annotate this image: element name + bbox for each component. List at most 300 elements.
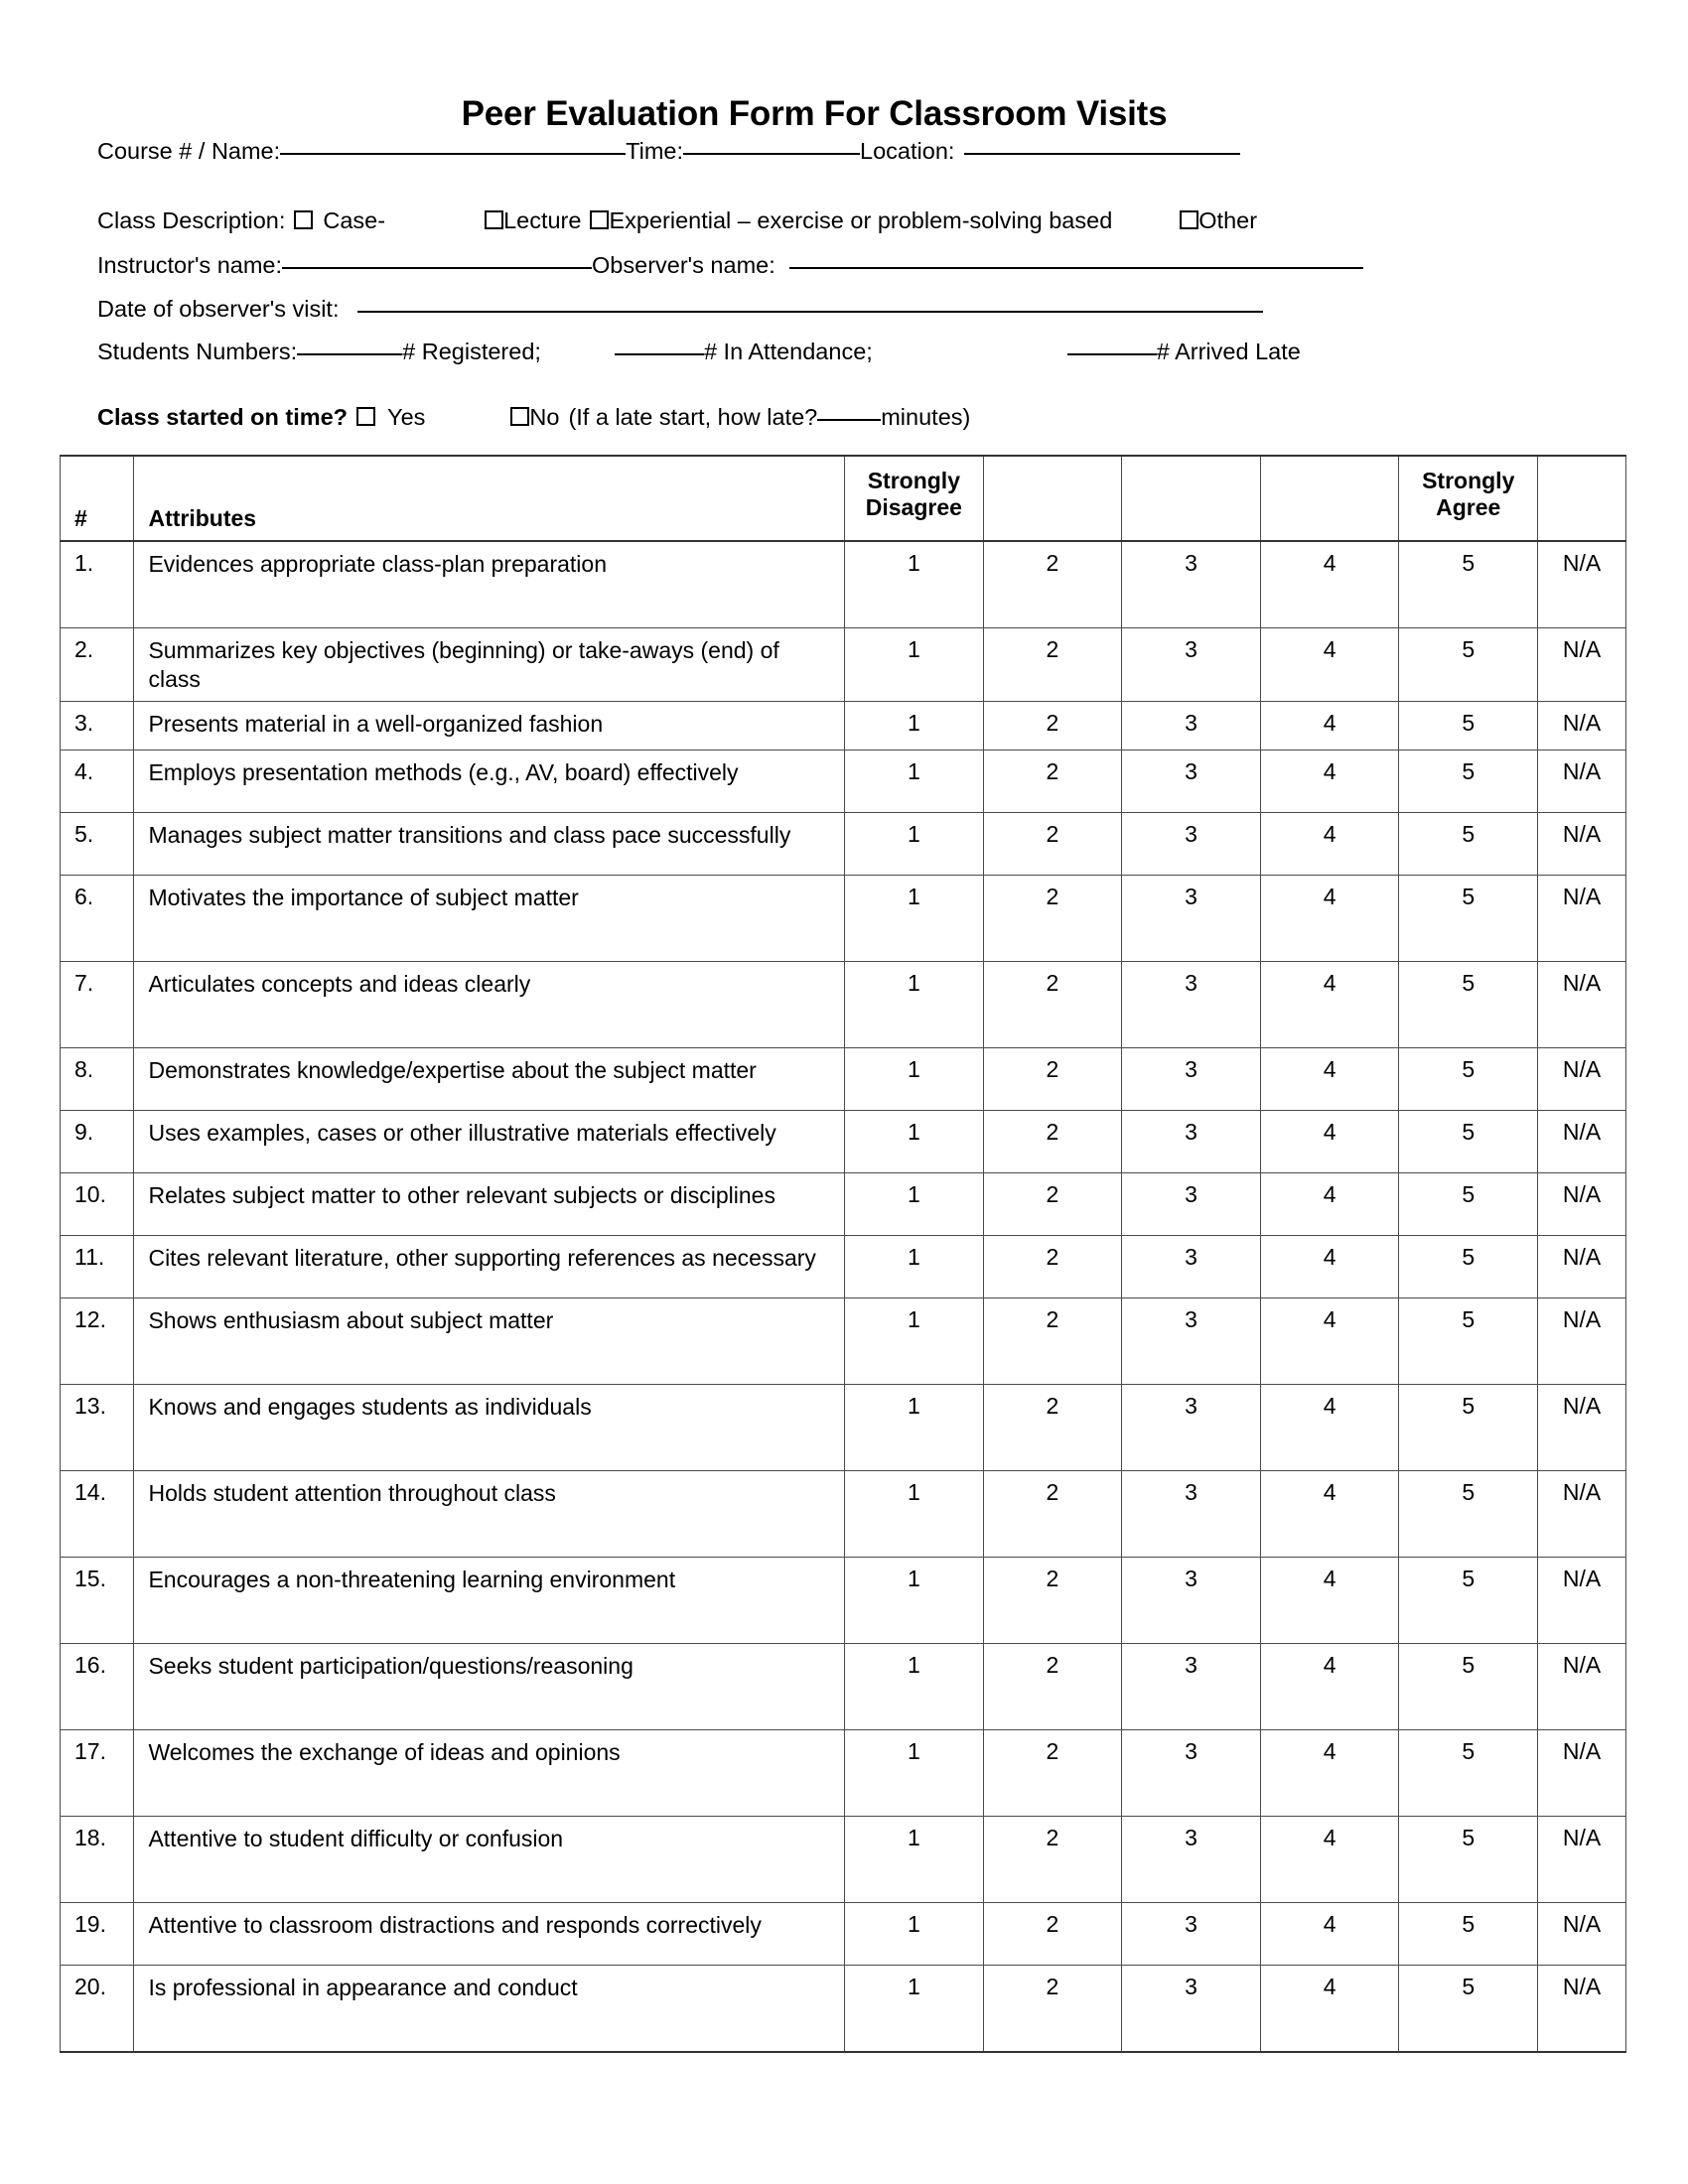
row-number-cell	[61, 1816, 134, 1902]
rating-option-cell[interactable]	[1260, 1729, 1399, 1816]
rating-option-cell[interactable]	[1122, 1902, 1261, 1965]
row-number: 13.	[74, 1392, 106, 1419]
rating-option-cell[interactable]	[1538, 1297, 1626, 1384]
rating-option-4: 4	[1323, 1973, 1336, 1999]
row-number: 18.	[74, 1824, 106, 1850]
row-attribute-cell	[134, 961, 845, 1047]
rating-option-cell[interactable]	[1122, 1470, 1261, 1557]
row-number: 1.	[74, 550, 94, 576]
rating-option-3: 3	[1185, 883, 1197, 909]
rating-option-cell[interactable]	[983, 1384, 1122, 1470]
rating-option-cell[interactable]	[845, 1643, 984, 1729]
row-attribute-cell	[134, 1172, 845, 1235]
rating-table-body	[61, 541, 1626, 2052]
row-attribute-text: Demonstrates knowledge/expertise about the subject matter	[148, 1056, 757, 1083]
rating-option-4: 4	[1323, 820, 1336, 847]
row-number-cell	[61, 812, 134, 875]
row-number-cell	[61, 541, 134, 628]
rating-option-cell[interactable]	[1399, 875, 1538, 961]
form-header	[60, 140, 1628, 429]
rating-option-n-a: N/A	[1562, 1180, 1602, 1207]
rating-option-2: 2	[1046, 709, 1059, 736]
rating-option-1: 1	[907, 1392, 920, 1419]
rating-option-5: 5	[1462, 1565, 1476, 1591]
rating-option-cell[interactable]	[845, 541, 984, 628]
row-attribute-text: Relates subject matter to other relevant subjects or disciplines	[148, 1181, 775, 1208]
rating-option-1: 1	[907, 709, 920, 736]
rating-option-cell[interactable]	[1122, 1557, 1261, 1643]
visit-date-label: Date of observer's visit:	[97, 295, 340, 322]
course-label: Course # / Name:	[97, 138, 281, 164]
rating-option-cell[interactable]	[1260, 628, 1399, 702]
rating-option-cell[interactable]	[1260, 961, 1399, 1047]
on-time-no-label: No	[529, 403, 560, 430]
strongly-disagree-line1: Strongly	[867, 467, 960, 493]
rating-option-cell[interactable]	[1260, 1047, 1399, 1110]
row-number: 10.	[74, 1180, 106, 1207]
time-input-rule[interactable]	[683, 153, 860, 155]
rating-option-cell[interactable]	[1260, 1384, 1399, 1470]
row-attribute-text: Attentive to classroom distractions and responds correctively	[148, 1911, 762, 1938]
rating-option-cell[interactable]	[1260, 875, 1399, 961]
rating-option-cell[interactable]	[1122, 961, 1261, 1047]
rating-option-cell[interactable]	[845, 1110, 984, 1172]
checkbox-on-time-yes[interactable]	[356, 407, 375, 426]
rating-option-cell[interactable]	[983, 1110, 1122, 1172]
rating-option-cell[interactable]	[1399, 1643, 1538, 1729]
class-started-on-time-row	[97, 403, 1628, 430]
rating-option-cell[interactable]	[1122, 1643, 1261, 1729]
rating-option-cell[interactable]	[845, 1816, 984, 1902]
row-number: 2.	[74, 636, 94, 662]
rating-table-header	[61, 456, 1626, 541]
class-description-label: Class Description:	[97, 206, 286, 233]
rating-option-5: 5	[1462, 709, 1476, 736]
rating-option-2: 2	[1046, 1651, 1059, 1678]
rating-option-5: 5	[1462, 969, 1476, 996]
rating-option-cell[interactable]	[1260, 1235, 1399, 1297]
rating-option-5: 5	[1462, 1305, 1476, 1332]
rating-option-3: 3	[1185, 1910, 1197, 1937]
rating-option-cell[interactable]	[1260, 1470, 1399, 1557]
rating-option-cell[interactable]	[1399, 541, 1538, 628]
rating-option-3: 3	[1185, 820, 1197, 847]
rating-option-cell[interactable]	[1260, 1902, 1399, 1965]
header-cell-strongly-disagree	[845, 456, 984, 541]
class-option-lecture-label: Lecture	[503, 206, 582, 233]
rating-option-3: 3	[1185, 1973, 1197, 1999]
rating-option-cell[interactable]	[1538, 1172, 1626, 1235]
rating-option-cell[interactable]	[845, 1557, 984, 1643]
rating-option-cell[interactable]	[1538, 875, 1626, 961]
row-attribute-cell	[134, 1816, 845, 1902]
row-number-cell	[61, 1902, 134, 1965]
class-option-other-label: Other	[1198, 206, 1258, 233]
rating-option-cell[interactable]	[1122, 1235, 1261, 1297]
rating-option-cell[interactable]	[845, 875, 984, 961]
rating-option-cell[interactable]	[1122, 1172, 1261, 1235]
table-row	[61, 628, 1626, 702]
row-attribute-text: Welcomes the exchange of ideas and opinions	[148, 1738, 621, 1765]
rating-option-cell[interactable]	[1399, 1965, 1538, 2052]
rating-option-cell[interactable]	[1538, 1110, 1626, 1172]
rating-option-3: 3	[1185, 1118, 1197, 1145]
rating-option-4: 4	[1323, 636, 1336, 662]
row-attribute-text: Seeks student participation/questions/reasoning	[148, 1652, 633, 1679]
table-row	[61, 1235, 1626, 1297]
rating-option-cell[interactable]	[1538, 1816, 1626, 1902]
rating-option-cell[interactable]	[1122, 1110, 1261, 1172]
location-label: Location:	[860, 138, 955, 164]
row-number: 19.	[74, 1910, 106, 1937]
rating-option-5: 5	[1462, 757, 1476, 784]
class-option-case-label: Case-	[323, 206, 386, 233]
rating-option-cell[interactable]	[1399, 961, 1538, 1047]
rating-option-2: 2	[1046, 1910, 1059, 1937]
rating-option-n-a: N/A	[1562, 636, 1602, 662]
rating-option-4: 4	[1323, 1824, 1336, 1850]
rating-option-n-a: N/A	[1562, 709, 1602, 736]
rating-option-5: 5	[1462, 820, 1476, 847]
row-attribute-text: Cites relevant literature, other supporting references as necessary	[148, 1244, 816, 1271]
rating-option-cell[interactable]	[1399, 1557, 1538, 1643]
rating-option-cell[interactable]	[1399, 628, 1538, 702]
rating-option-cell[interactable]	[1538, 812, 1626, 875]
rating-option-3: 3	[1185, 636, 1197, 662]
table-row	[61, 701, 1626, 750]
rating-option-cell[interactable]	[845, 1172, 984, 1235]
row-number-cell	[61, 961, 134, 1047]
rating-option-cell[interactable]	[1399, 1384, 1538, 1470]
rating-option-cell[interactable]	[1122, 1384, 1261, 1470]
rating-option-cell[interactable]	[983, 961, 1122, 1047]
rating-option-4: 4	[1323, 1651, 1336, 1678]
row-attribute-cell	[134, 1110, 845, 1172]
rating-option-cell[interactable]	[845, 1902, 984, 1965]
rating-option-cell[interactable]	[1260, 812, 1399, 875]
rating-option-n-a: N/A	[1562, 1243, 1602, 1270]
students-numbers-label: Students Numbers:	[97, 339, 298, 364]
strongly-agree-line1: Strongly	[1422, 467, 1515, 493]
rating-option-cell[interactable]	[983, 812, 1122, 875]
rating-option-cell[interactable]	[1538, 1643, 1626, 1729]
rating-option-cell[interactable]	[983, 875, 1122, 961]
rating-option-cell[interactable]	[1260, 1110, 1399, 1172]
rating-option-2: 2	[1046, 1392, 1059, 1419]
rating-option-5: 5	[1462, 1973, 1476, 1999]
visit-date-input-rule[interactable]	[357, 311, 1263, 313]
rating-option-cell[interactable]	[1260, 1965, 1399, 2052]
rating-option-cell[interactable]	[1260, 1643, 1399, 1729]
row-attribute-cell	[134, 750, 845, 812]
table-row	[61, 1816, 1626, 1902]
rating-option-n-a: N/A	[1562, 1973, 1602, 1999]
row-attribute-cell	[134, 1297, 845, 1384]
rating-option-cell[interactable]	[1122, 628, 1261, 702]
rating-option-cell[interactable]	[845, 750, 984, 812]
rating-option-cell[interactable]	[845, 701, 984, 750]
location-input-rule[interactable]	[964, 153, 1240, 155]
rating-table	[60, 455, 1626, 2053]
table-row	[61, 1297, 1626, 1384]
row-number-cell	[61, 750, 134, 812]
rating-option-cell[interactable]	[1538, 628, 1626, 702]
row-attribute-cell	[134, 812, 845, 875]
rating-option-1: 1	[907, 820, 920, 847]
visit-date-row	[97, 295, 1628, 322]
rating-option-cell[interactable]	[1122, 1816, 1261, 1902]
rating-option-n-a: N/A	[1562, 820, 1602, 847]
rating-option-5: 5	[1462, 1392, 1476, 1419]
observer-label: Observer's name:	[592, 252, 775, 278]
rating-option-3: 3	[1185, 1055, 1197, 1082]
rating-option-cell[interactable]	[1399, 1235, 1538, 1297]
rating-option-cell[interactable]	[1538, 1965, 1626, 2052]
rating-option-cell[interactable]	[1399, 1047, 1538, 1110]
rating-option-cell[interactable]	[983, 628, 1122, 702]
rating-option-cell[interactable]	[1122, 750, 1261, 812]
rating-option-cell[interactable]	[1399, 1729, 1538, 1816]
rating-option-cell[interactable]	[983, 1902, 1122, 1965]
row-number: 9.	[74, 1118, 94, 1145]
rating-option-n-a: N/A	[1562, 1565, 1602, 1591]
rating-option-cell[interactable]	[983, 1729, 1122, 1816]
rating-option-2: 2	[1046, 550, 1059, 576]
rating-option-cell[interactable]	[1122, 701, 1261, 750]
table-row	[61, 1643, 1626, 1729]
row-attribute-text: Uses examples, cases or other illustrative materials effectively	[148, 1119, 776, 1146]
rating-option-cell[interactable]	[983, 1643, 1122, 1729]
instructor-input-rule[interactable]	[282, 267, 592, 269]
rating-option-cell[interactable]	[845, 1235, 984, 1297]
instructor-label: Instructor's name:	[97, 252, 283, 278]
header-attributes-label: Attributes	[148, 504, 257, 531]
rating-option-cell[interactable]	[983, 1172, 1122, 1235]
rating-option-cell[interactable]	[1399, 812, 1538, 875]
rating-option-cell[interactable]	[1122, 1729, 1261, 1816]
rating-option-cell[interactable]	[1538, 961, 1626, 1047]
rating-option-n-a: N/A	[1562, 1305, 1602, 1332]
rating-option-n-a: N/A	[1562, 1392, 1602, 1419]
rating-option-1: 1	[907, 1180, 920, 1207]
rating-option-4: 4	[1323, 969, 1336, 996]
rating-option-cell[interactable]	[1260, 541, 1399, 628]
row-attribute-text: Evidences appropriate class-plan preparation	[148, 551, 608, 577]
row-number: 4.	[74, 757, 94, 784]
rating-option-cell[interactable]	[1538, 1902, 1626, 1965]
row-attribute-cell	[134, 1729, 845, 1816]
rating-option-n-a: N/A	[1562, 1824, 1602, 1850]
rating-option-cell[interactable]	[1260, 750, 1399, 812]
table-row	[61, 1384, 1626, 1470]
rating-option-2: 2	[1046, 883, 1059, 909]
attendance-input-rule[interactable]	[615, 353, 704, 355]
late-start-text: (If a late start, how late?	[568, 403, 818, 430]
rating-option-1: 1	[907, 1478, 920, 1505]
rating-option-cell[interactable]	[1260, 1172, 1399, 1235]
rating-option-cell[interactable]	[1122, 1047, 1261, 1110]
row-attribute-text: Summarizes key objectives (beginning) or take-aways (end) of class	[148, 637, 779, 693]
rating-option-cell[interactable]	[845, 1297, 984, 1384]
rating-option-cell[interactable]	[983, 1470, 1122, 1557]
rating-option-cell[interactable]	[1399, 750, 1538, 812]
row-attribute-cell	[134, 1235, 845, 1297]
rating-option-n-a: N/A	[1562, 1478, 1602, 1505]
minutes-text: minutes)	[881, 403, 971, 430]
rating-option-4: 4	[1323, 550, 1336, 576]
rating-option-5: 5	[1462, 883, 1476, 909]
row-attribute-cell	[134, 1384, 845, 1470]
rating-option-cell[interactable]	[845, 1965, 984, 2052]
rating-option-2: 2	[1046, 820, 1059, 847]
rating-option-5: 5	[1462, 1478, 1476, 1505]
rating-option-cell[interactable]	[845, 1470, 984, 1557]
rating-option-cell[interactable]	[1538, 1384, 1626, 1470]
row-attribute-cell	[134, 1557, 845, 1643]
rating-option-3: 3	[1185, 969, 1197, 996]
rating-option-4: 4	[1323, 1055, 1336, 1082]
row-number: 8.	[74, 1055, 94, 1082]
row-attribute-text: Employs presentation methods (e.g., AV, board) effectively	[148, 758, 739, 785]
row-attribute-cell	[134, 1470, 845, 1557]
rating-option-cell[interactable]	[1122, 1965, 1261, 2052]
rating-option-cell[interactable]	[845, 1047, 984, 1110]
checkbox-other[interactable]	[1180, 210, 1198, 229]
table-row	[61, 1470, 1626, 1557]
rating-option-cell[interactable]	[1399, 1172, 1538, 1235]
rating-option-2: 2	[1046, 1305, 1059, 1332]
rating-option-cell[interactable]	[1122, 812, 1261, 875]
row-attribute-text: Articulates concepts and ideas clearly	[148, 970, 531, 997]
rating-option-cell[interactable]	[983, 1047, 1122, 1110]
rating-option-cell[interactable]	[983, 541, 1122, 628]
rating-option-cell[interactable]	[1538, 1729, 1626, 1816]
rating-option-cell[interactable]	[1538, 1235, 1626, 1297]
checkbox-case[interactable]	[294, 210, 313, 229]
row-number: 11.	[74, 1243, 105, 1270]
rating-option-3: 3	[1185, 1180, 1197, 1207]
rating-option-cell[interactable]	[983, 1297, 1122, 1384]
row-number: 20.	[74, 1973, 106, 1999]
rating-option-1: 1	[907, 636, 920, 662]
header-cell-attributes	[134, 456, 845, 541]
rating-option-n-a: N/A	[1562, 1118, 1602, 1145]
rating-option-cell[interactable]	[1538, 750, 1626, 812]
rating-option-cell[interactable]	[845, 961, 984, 1047]
rating-option-n-a: N/A	[1562, 1651, 1602, 1678]
rating-option-cell[interactable]	[1399, 1110, 1538, 1172]
rating-option-n-a: N/A	[1562, 1737, 1602, 1764]
rating-option-cell[interactable]	[845, 628, 984, 702]
class-option-experiential-label: Experiential – exercise or problem-solving based	[609, 206, 1113, 233]
rating-option-cell[interactable]	[1399, 1297, 1538, 1384]
rating-option-cell[interactable]	[1122, 875, 1261, 961]
row-number: 7.	[74, 969, 94, 996]
rating-option-1: 1	[907, 1737, 920, 1764]
rating-option-5: 5	[1462, 1055, 1476, 1082]
checkbox-lecture[interactable]	[485, 210, 503, 229]
rating-option-2: 2	[1046, 1565, 1059, 1591]
rating-option-cell[interactable]	[1260, 701, 1399, 750]
rating-option-cell[interactable]	[1538, 1557, 1626, 1643]
rating-option-2: 2	[1046, 1243, 1059, 1270]
rating-option-2: 2	[1046, 1180, 1059, 1207]
checkbox-on-time-no[interactable]	[510, 407, 529, 426]
row-attribute-cell	[134, 1902, 845, 1965]
arrived-late-input-rule[interactable]	[1067, 353, 1157, 355]
rating-option-3: 3	[1185, 1651, 1197, 1678]
row-attribute-text: Is professional in appearance and conduct	[148, 1974, 578, 2000]
row-number: 5.	[74, 820, 94, 847]
rating-option-cell[interactable]	[1538, 701, 1626, 750]
rating-option-cell[interactable]	[845, 1384, 984, 1470]
rating-option-1: 1	[907, 883, 920, 909]
minutes-late-input-rule[interactable]	[817, 419, 881, 421]
rating-option-cell[interactable]	[1260, 1297, 1399, 1384]
table-row	[61, 1110, 1626, 1172]
checkbox-experiential[interactable]	[590, 210, 609, 229]
rating-option-cell[interactable]	[845, 812, 984, 875]
course-input-rule[interactable]	[280, 153, 626, 155]
rating-option-1: 1	[907, 1055, 920, 1082]
rating-option-cell[interactable]	[1538, 541, 1626, 628]
rating-option-4: 4	[1323, 1243, 1336, 1270]
rating-option-cell[interactable]	[1122, 541, 1261, 628]
rating-option-cell[interactable]	[983, 750, 1122, 812]
rating-option-cell[interactable]	[1399, 1470, 1538, 1557]
registered-input-rule[interactable]	[297, 353, 402, 355]
rating-option-1: 1	[907, 1565, 920, 1591]
rating-option-cell[interactable]	[1260, 1557, 1399, 1643]
row-attribute-cell	[134, 1047, 845, 1110]
row-number: 15.	[74, 1565, 106, 1591]
rating-option-cell[interactable]	[1538, 1047, 1626, 1110]
rating-option-1: 1	[907, 550, 920, 576]
rating-option-cell[interactable]	[845, 1729, 984, 1816]
row-number-cell	[61, 1047, 134, 1110]
rating-option-cell[interactable]	[983, 701, 1122, 750]
table-row	[61, 1902, 1626, 1965]
rating-option-3: 3	[1185, 1565, 1197, 1591]
row-attribute-cell	[134, 1643, 845, 1729]
rating-option-cell[interactable]	[1399, 1902, 1538, 1965]
in-attendance-label: # In Attendance;	[703, 339, 873, 364]
rating-option-cell[interactable]	[1399, 701, 1538, 750]
row-number-cell	[61, 1110, 134, 1172]
rating-option-cell[interactable]	[983, 1235, 1122, 1297]
row-attribute-cell	[134, 875, 845, 961]
row-number-cell	[61, 1297, 134, 1384]
table-row	[61, 1557, 1626, 1643]
rating-option-cell[interactable]	[1260, 1816, 1399, 1902]
rating-option-cell[interactable]	[983, 1965, 1122, 2052]
rating-option-n-a: N/A	[1562, 1910, 1602, 1937]
row-number-cell	[61, 1235, 134, 1297]
strongly-disagree-line2: Disagree	[865, 494, 962, 520]
time-label: Time:	[626, 138, 684, 164]
row-attribute-text: Knows and engages students as individuals	[148, 1393, 592, 1420]
table-row	[61, 961, 1626, 1047]
rating-option-cell[interactable]	[1538, 1470, 1626, 1557]
rating-option-cell[interactable]	[1399, 1816, 1538, 1902]
rating-option-4: 4	[1323, 1118, 1336, 1145]
rating-option-4: 4	[1323, 1565, 1336, 1591]
observer-input-rule[interactable]	[789, 267, 1363, 269]
rating-option-cell[interactable]	[983, 1557, 1122, 1643]
rating-option-cell[interactable]	[983, 1816, 1122, 1902]
rating-option-cell[interactable]	[1122, 1297, 1261, 1384]
table-row	[61, 1172, 1626, 1235]
